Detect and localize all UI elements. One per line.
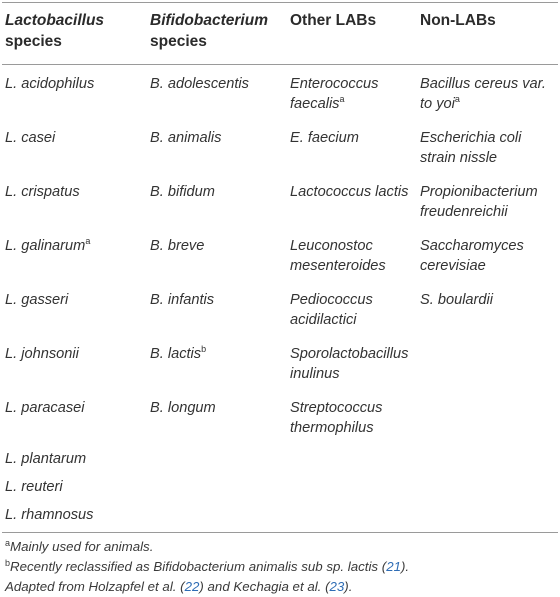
cell-bifidobacterium [147,391,287,445]
table-row [2,65,558,121]
table-row [2,391,558,445]
cell-lactobacillus [2,283,147,337]
species-name: B. lactis [150,346,202,362]
cell-non-lab [417,473,558,501]
footnote-marker: a [454,94,460,104]
cell-bifidobacterium [147,283,287,337]
table-row [2,175,558,229]
footnote-b: $^b$Recently reclassified as Bifidobacterium animalis sub sp. lactis (21). [5,558,410,574]
cell-lactobacillus [2,391,147,445]
cell-other-lab [287,65,417,121]
probiotic-species-table [2,3,558,64]
ref-link-22[interactable]: 22 [184,579,200,594]
table-row [2,283,558,337]
cell-non-lab [417,121,558,175]
species-name: L. rhamnosus [5,507,94,523]
species-name: L. plantarum [5,451,87,467]
species-name: Sporolactobacillus inulinus [290,346,409,382]
header-other-labs: Other LABs [290,12,377,29]
cell-lactobacillus [2,121,147,175]
species-name: Pediococcus acidilactici [290,292,373,328]
species-name: Bacillus cereus var. to yoi [420,76,546,112]
cell-lactobacillus [2,229,147,283]
species-name: Enterococcus faecalis [290,76,379,112]
species-name: L. paracasei [5,400,85,416]
cell-bifidobacterium [147,175,287,229]
cell-other-lab [287,501,417,532]
cell-other-lab [287,283,417,337]
cell-lactobacillus [2,175,147,229]
probiotic-species-table-body [2,65,558,532]
species-name: B. infantis [150,292,215,308]
table-row [2,473,558,501]
header-lactobacillus: Lactobacillus species [5,12,105,50]
species-name: L. galinarum [5,238,86,254]
cell-non-lab [417,391,558,445]
species-name: L. johnsonii [5,346,79,362]
footnote-marker: a [85,236,91,246]
cell-bifidobacterium [147,229,287,283]
table-header [2,3,558,64]
table-row [2,229,558,283]
cell-other-lab [287,445,417,473]
ref-link-21[interactable]: 21 [386,559,401,574]
species-name: L. gasseri [5,292,69,308]
cell-lactobacillus [2,473,147,501]
species-name: B. animalis [150,130,222,146]
cell-other-lab [287,473,417,501]
species-name: L. acidophilus [5,76,95,92]
cell-other-lab [287,121,417,175]
footnote-marker: b [201,344,207,354]
table-row [2,337,558,391]
species-name: Lactococcus lactis [290,184,409,200]
cell-bifidobacterium [147,337,287,391]
cell-bifidobacterium [147,445,287,473]
cell-non-lab [417,65,558,121]
cell-non-lab [417,175,558,229]
table-row [2,501,558,532]
species-name: Saccharomyces cerevisiae [420,238,524,274]
footnote-adapted: Adapted from Holzapfel et al. (22) and Kechagia et al. (23). [5,579,353,594]
species-name: B. adolescentis [150,76,249,92]
header-non-labs: Non-LABs [420,12,496,29]
cell-non-lab [417,337,558,391]
species-name: Escherichia coli strain nissle [420,130,522,166]
species-name: S. boulardii [420,292,494,308]
species-name: B. breve [150,238,205,254]
cell-non-lab [417,501,558,532]
cell-non-lab [417,283,558,337]
cell-lactobacillus [2,65,147,121]
header-row [2,3,558,64]
cell-non-lab [417,229,558,283]
table-row [2,445,558,473]
header-bifidobacterium: Bifidobacterium species [150,12,268,50]
species-name: L. reuteri [5,479,63,495]
cell-lactobacillus [2,445,147,473]
species-name: E. faecium [290,130,359,146]
species-name: Propionibacterium freudenreichii [420,184,538,220]
cell-non-lab [417,445,558,473]
cell-bifidobacterium [147,121,287,175]
species-name: Streptococcus thermophilus [290,400,383,436]
cell-lactobacillus [2,337,147,391]
footnote-marker: a [339,94,345,104]
table-body [2,65,558,532]
table-footnotes [2,533,558,597]
cell-bifidobacterium [147,65,287,121]
cell-other-lab [287,337,417,391]
cell-bifidobacterium [147,501,287,532]
cell-other-lab [287,229,417,283]
cell-bifidobacterium [147,473,287,501]
species-name: B. longum [150,400,216,416]
probiotic-table-container [2,2,558,597]
cell-other-lab [287,391,417,445]
species-name: L. casei [5,130,56,146]
species-name: Leuconostoc mesenteroides [290,238,386,274]
ref-link-23[interactable]: 23 [329,579,345,594]
species-name: B. bifidum [150,184,215,200]
footnote-a: $^a$Mainly used for animals. [5,538,154,554]
species-name: L. crispatus [5,184,80,200]
table-row [2,121,558,175]
cell-lactobacillus [2,501,147,532]
cell-other-lab [287,175,417,229]
